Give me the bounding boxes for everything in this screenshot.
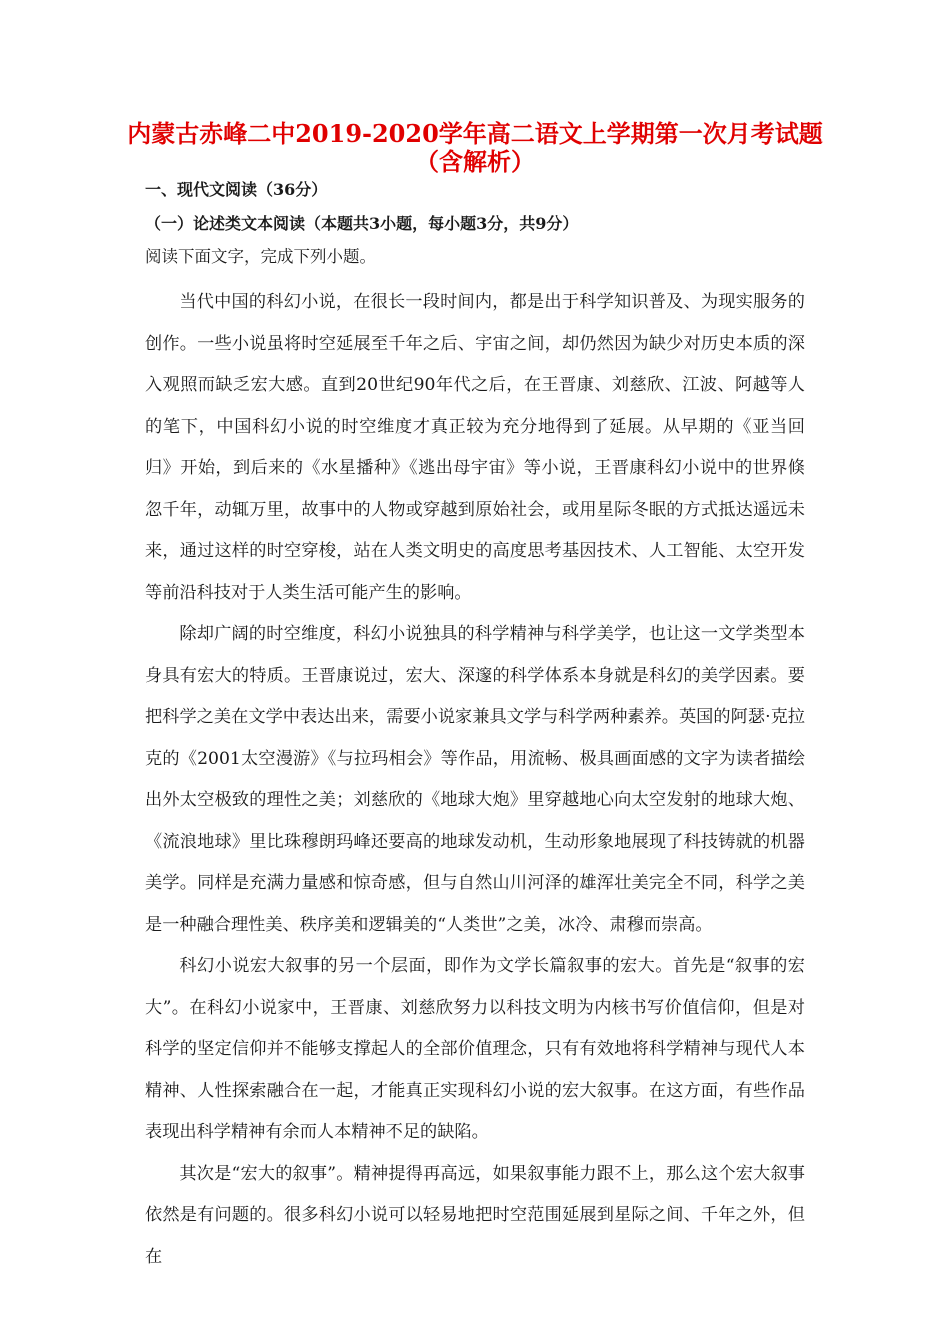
title-line-2: （含解析） — [415, 147, 535, 176]
document-title — [0, 120, 950, 176]
reading-instruction: 阅读下面文字，完成下列小题。 — [145, 247, 376, 266]
section-heading: 一、现代文阅读（36分） — [145, 180, 328, 199]
paragraph: 除却广阔的时空维度，科幻小说独具的科学精神与科学美学，也让这一文学类型本身具有宏大的特质。王晋康说过，宏大、深邃的科学体系本身就是科幻的美学因素。要把科学之美在文学中表达出来，需要小说家兼具文学与科学两种素养。英国的阿瑟·克拉克的《2001太空漫游》《与拉玛相会》等作品，用流畅、极具画面感的文字为读者描绘出外太空极致的理性之美；刘慈欣的《地球大炮》里穿越地心向太空发射的地球大炮、《流浪地球》里比珠穆朗玛峰还要高的地球发动机，生动形象地展现了科技铸就的机器美学。同样是充满力量感和惊奇感，但与自然山川河泽的雄浑壮美完全不同，科学之美是一种融合理性美、秩序美和逻辑美的“人类世”之美，冰冷、肃穆而崇高。 — [145, 624, 805, 935]
paragraph: 科幻小说宏大叙事的另一个层面，即作为文学长篇叙事的宏大。首先是“叙事的宏大”。在科幻小说家中，王晋康、刘慈欣努力以科技文明为内核书写价值信仰，但是对科学的坚定信仰并不能够支撑起人的全部价值理念，只有有效地将科学精神与现代人本精神、人性探索融合在一起，才能真正实现科幻小说的宏大叙事。在这方面，有些作品表现出科学精神有余而人本精神不足的缺陷。 — [145, 956, 805, 1142]
passage-body — [145, 282, 805, 1278]
paragraph: 当代中国的科幻小说，在很长一段时间内，都是出于科学知识普及、为现实服务的创作。一些小说虽将时空延展至千年之后、宇宙之间，却仍然因为缺少对历史本质的深入观照而缺乏宏大感。直到20世纪90年代之后，在王晋康、刘慈欣、江波、阿越等人的笔下，中国科幻小说的时空维度才真正较为充分地得到了延展。从早期的《亚当回归》开始，到后来的《水星播种》《逃出母宇宙》等小说，王晋康科幻小说中的世界倏忽千年，动辄万里，故事中的人物或穿越到原始社会，或用星际冬眠的方式抵达遥远未来，通过这样的时空穿梭，站在人类文明史的高度思考基因技术、人工智能、太空开发等前沿科技对于人类生活可能产生的影响。 — [145, 292, 805, 603]
paragraph: 其次是“宏大的叙事”。精神提得再高远，如果叙事能力跟不上，那么这个宏大叙事依然是有问题的。很多科幻小说可以轻易地把时空范围延展到星际之间、千年之外，但在 — [145, 1163, 805, 1267]
title-line-1: 内蒙古赤峰二中2019-2020学年高二语文上学期第一次月考试题 — [127, 119, 823, 148]
subsection-heading: （一）论述类文本阅读（本题共3小题，每小题3分，共9分） — [145, 214, 579, 233]
